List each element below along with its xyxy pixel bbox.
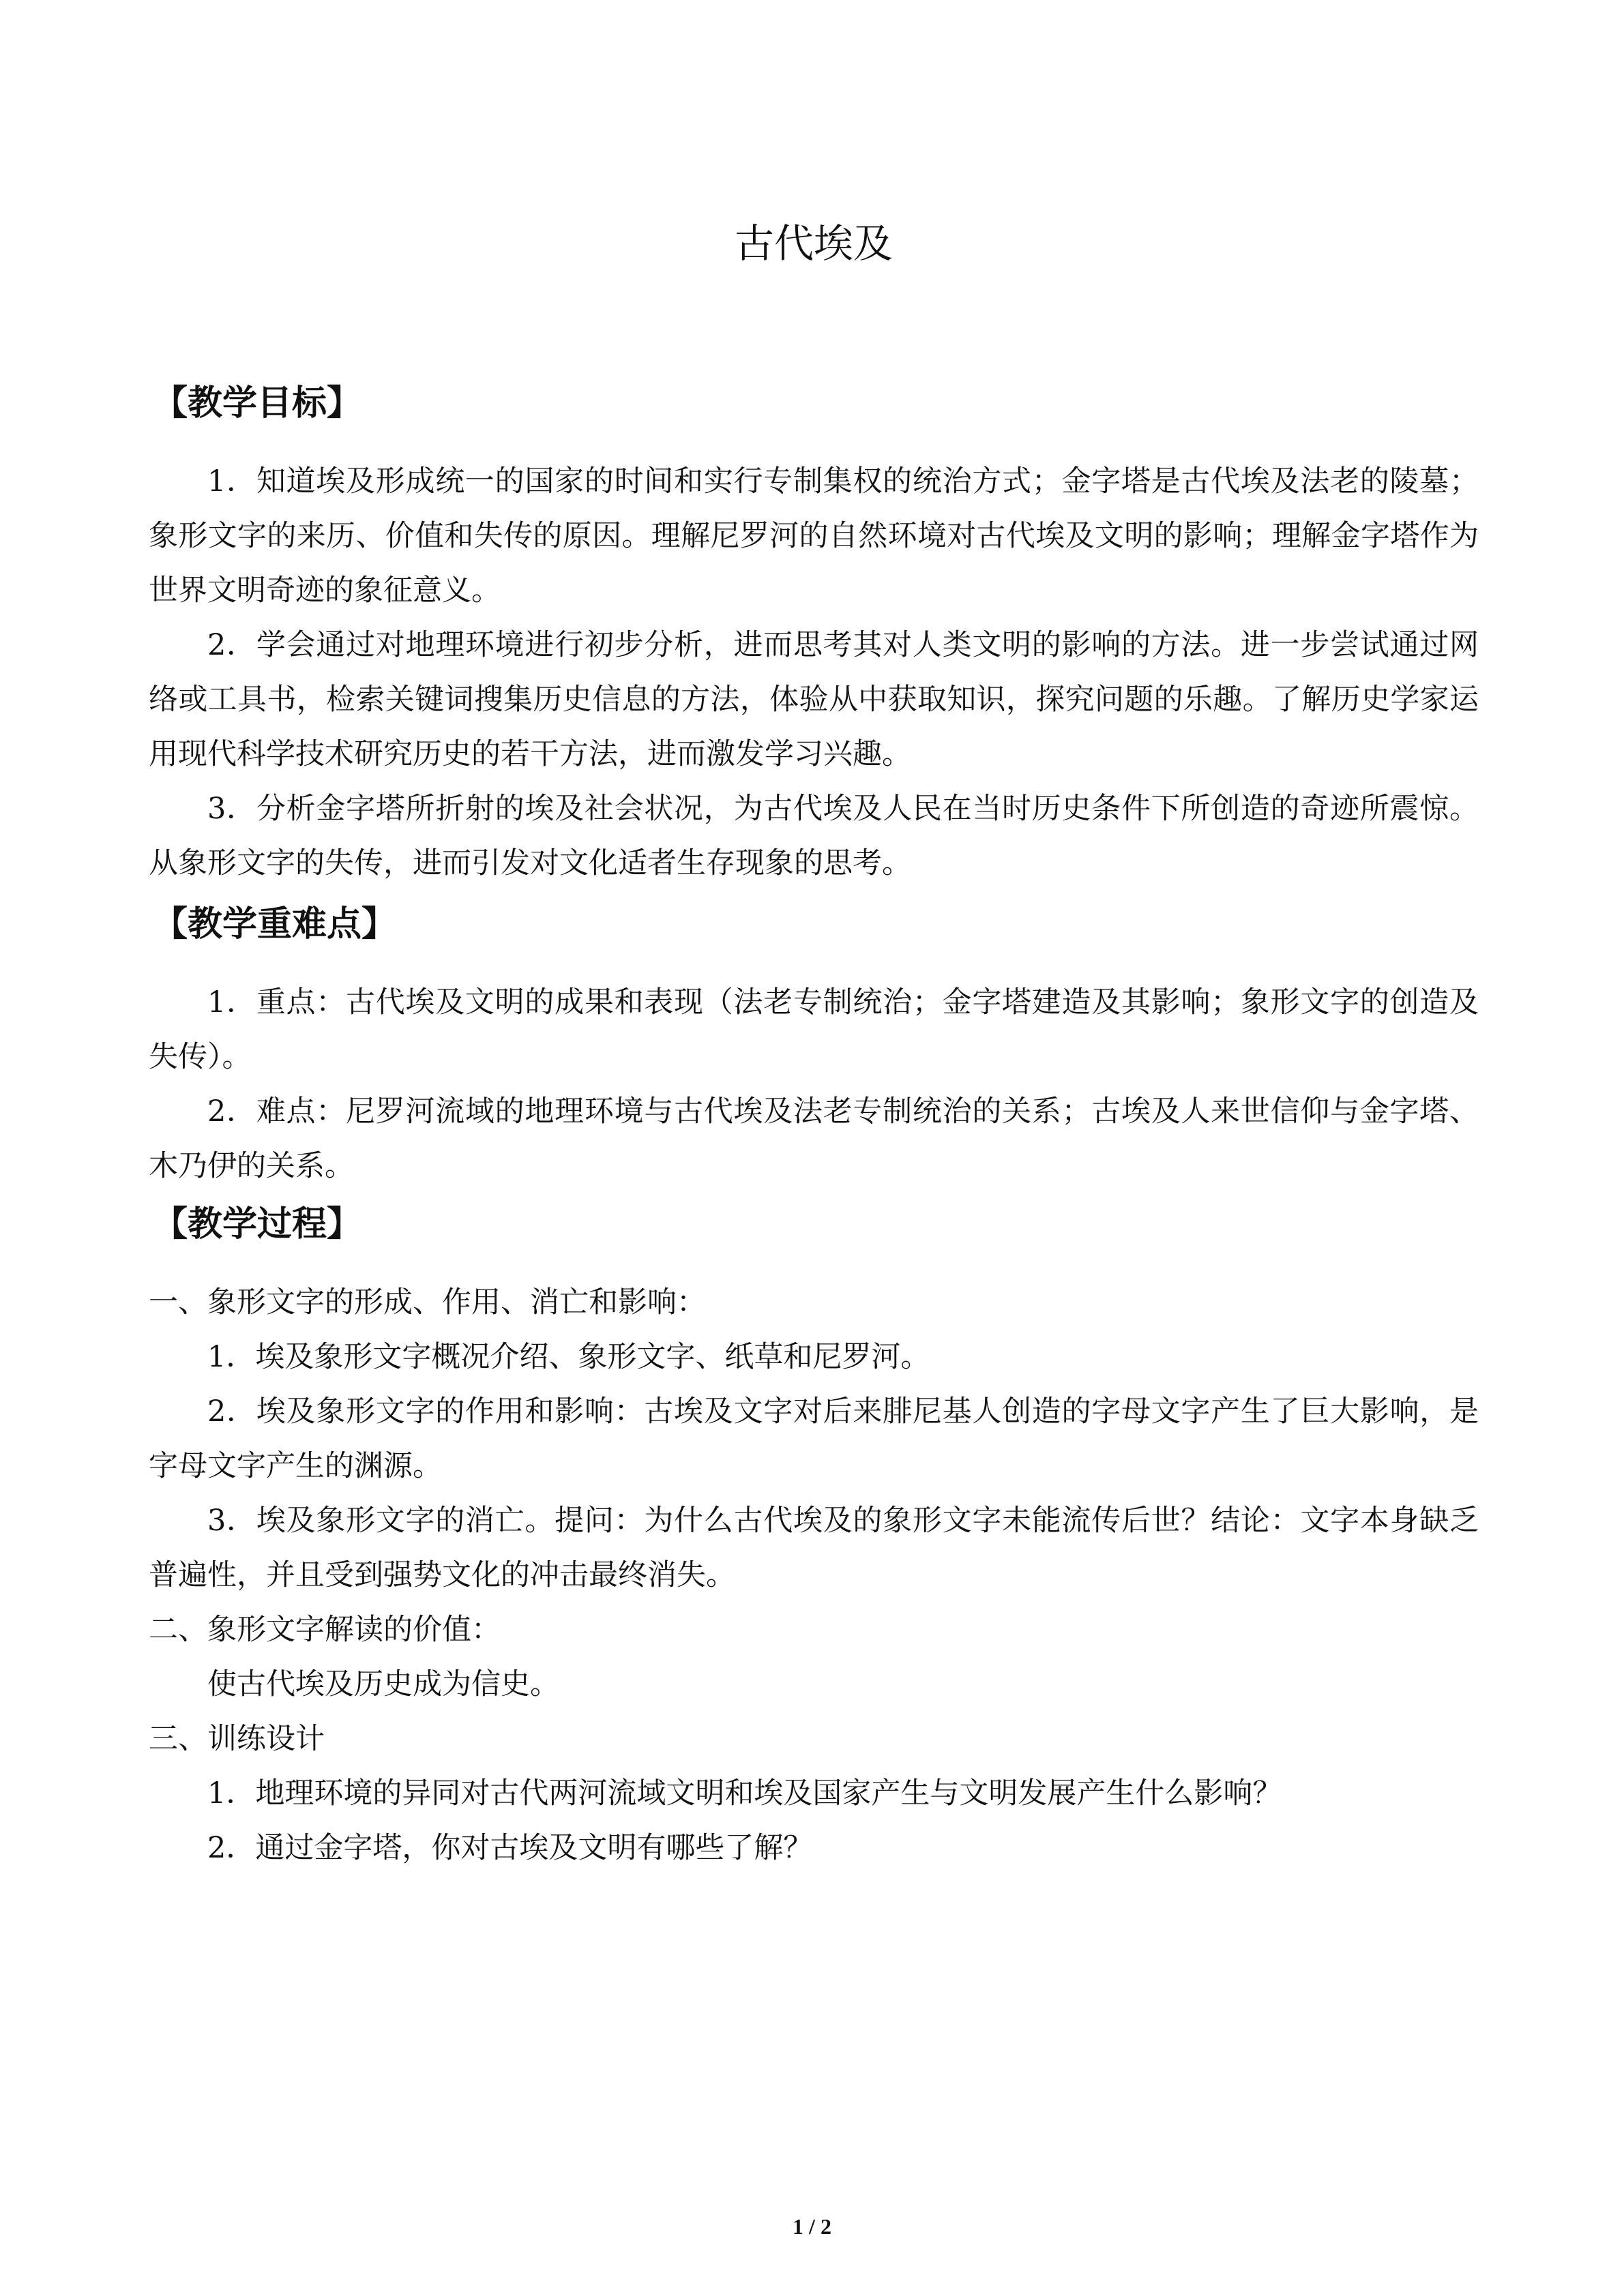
section-teaching-goals (149, 376, 1479, 891)
goal-item: 2．学会通过对地理环境进行初步分析，进而思考其对人类文明的影响的方法。进一步尝试通过网络或工具书，检索关键词搜集历史信息的方法，体验从中获取知识，探究问题的乐趣。了解历史学家运用现代科学技术研究历史的若干方法，进而激发学习兴趣。 (149, 628, 1479, 771)
goal-item: 3．分析金字塔所折射的埃及社会状况，为古代埃及人民在当时历史条件下所创造的奇迹所震惊。从象形文字的失传，进而引发对文化适者生存现象的思考。 (149, 792, 1479, 880)
process-part1-item: 3．埃及象形文字的消亡。提问：为什么古代埃及的象形文字未能流传后世？结论：文字本身缺乏普遍性，并且受到强势文化的冲击最终消失。 (149, 1504, 1479, 1592)
goal-item: 1．知道埃及形成统一的国家的时间和实行专制集权的统治方式；金字塔是古代埃及法老的陵墓；象形文字的来历、价值和失传的原因。理解尼罗河的自然环境对古代埃及文明的影响；理解金字塔作为世界文明奇迹的象征意义。 (149, 464, 1479, 608)
process-part1-item: 1．埃及象形文字概况介绍、象形文字、纸草和尼罗河。 (207, 1340, 930, 1374)
key-point-item: 2．难点：尼罗河流域的地理环境与古代埃及法老专制统治的关系；古埃及人来世信仰与金字塔、木乃伊的关系。 (149, 1094, 1479, 1183)
process-part2-title: 二、象形文字解读的价值： (149, 1613, 501, 1647)
process-part3-title: 三、训练设计 (149, 1722, 325, 1756)
process-part3-item: 1．地理环境的异同对古代两河流域文明和埃及国家产生与文明发展产生什么影响？ (207, 1776, 1282, 1810)
section-heading-goals: 【教学目标】 (153, 383, 362, 423)
section-heading-process: 【教学过程】 (153, 1204, 362, 1244)
process-part2-item: 使古代埃及历史成为信史。 (207, 1667, 559, 1701)
page-number: 1 / 2 (793, 2214, 831, 2239)
process-part1-title: 一、象形文字的形成、作用、消亡和影响： (149, 1285, 706, 1320)
process-part3-item: 2．通过金字塔，你对古埃及文明有哪些了解？ (207, 1831, 813, 1865)
key-point-item: 1．重点：古代埃及文明的成果和表现（法老专制统治；金字塔建造及其影响；象形文字的创造及失传）。 (149, 985, 1479, 1074)
section-key-points (149, 897, 1479, 1193)
section-teaching-process (149, 1197, 1479, 1875)
section-heading-key-points: 【教学重难点】 (153, 904, 397, 944)
process-part1-item: 2．埃及象形文字的作用和影响：古埃及文字对后来腓尼基人创造的字母文字产生了巨大影响，是字母文字产生的渊源。 (149, 1395, 1479, 1483)
document-body (149, 213, 1479, 1875)
page-title: 古代埃及 (734, 220, 893, 267)
